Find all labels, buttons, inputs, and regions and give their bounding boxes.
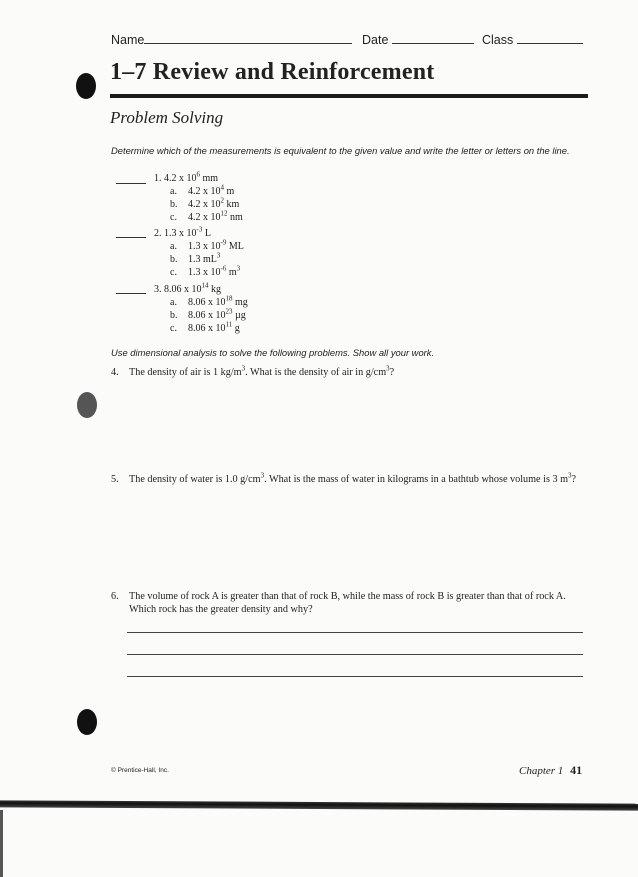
question-2-option-b: b. 1.3 $mL^3$ [170,251,221,265]
name-line [111,31,352,47]
scan-edge-shadow [0,800,638,810]
page-title: 1–7 Review and Reinforcement [110,59,435,85]
binder-hole-top [76,73,96,99]
chapter-label: Chapter 1 [519,765,564,777]
question-3-option-a: a. 8.06 x $10^{18}$ mg [170,294,248,308]
instructions-2: Use dimensional analysis to solve the following problems. Show all your work. [111,347,435,358]
question-2-option-a: a. 1.3 x $10^{-9}$ ML [170,238,244,252]
answer-line-1[interactable] [127,632,583,633]
problem-4: 4. The density of air is 1 $kg/m^3$. What is the density of air in $g/cm^3$? [111,364,395,378]
question-2-option-c: c. 1.3 x $10^{-6}$ $m^3$ [170,264,241,278]
class-blank[interactable] [517,31,583,44]
question-3: 3. 8.06 x $10^{14}$ kg [154,281,221,295]
scan-edge-bar [0,810,3,877]
date-label: Date [362,33,389,47]
date-line [362,31,474,47]
answer-blank-q2[interactable] [116,237,146,238]
question-2: 2. 1.3 x $10^{-3}$ L [154,225,211,239]
problem-5: 5. The density of water is 1.0 $g/cm^3$. What is the mass of water in kilograms in a bathtub whose volume is 3 $m^3$? [111,471,577,485]
copyright: © Prentice-Hall, Inc. [111,767,169,774]
problem-6: 6. The volume of rock A is greater than that of rock B, while the mass of rock B is greater than that of rock A. Which rock has the greater density and why? [111,591,566,615]
question-1-option-c: c. 4.2 x $10^{12}$ nm [170,209,243,223]
date-blank[interactable] [392,31,474,44]
question-1-option-b: b. 4.2 x $10^2$ km [170,196,240,210]
answer-line-3[interactable] [127,676,583,677]
binder-hole-bottom [77,709,97,735]
question-3-option-c: c. 8.06 x $10^{11}$ g [170,320,240,334]
binder-hole-middle [77,392,97,418]
page-number: 41 [570,763,583,777]
answer-blank-q1[interactable] [116,183,146,184]
footer-chapter [519,763,582,778]
class-label: Class [482,33,514,47]
name-label: Name [111,33,145,47]
question-1: 1. 4.2 x $10^6$ mm [154,170,219,184]
title-rule [110,94,588,98]
instructions-1: Determine which of the measurements is equivalent to the given value and write the letter or letters on the line. [111,145,570,156]
section-title: Problem Solving [110,108,224,127]
answer-line-2[interactable] [127,654,583,655]
question-3-option-b: b. 8.06 x $10^{23}$ µg [170,307,246,321]
class-line [482,31,583,47]
question-1-option-a: a. 4.2 x $10^4$ m [170,183,235,197]
name-blank[interactable] [144,31,352,44]
answer-blank-q3[interactable] [116,293,146,294]
